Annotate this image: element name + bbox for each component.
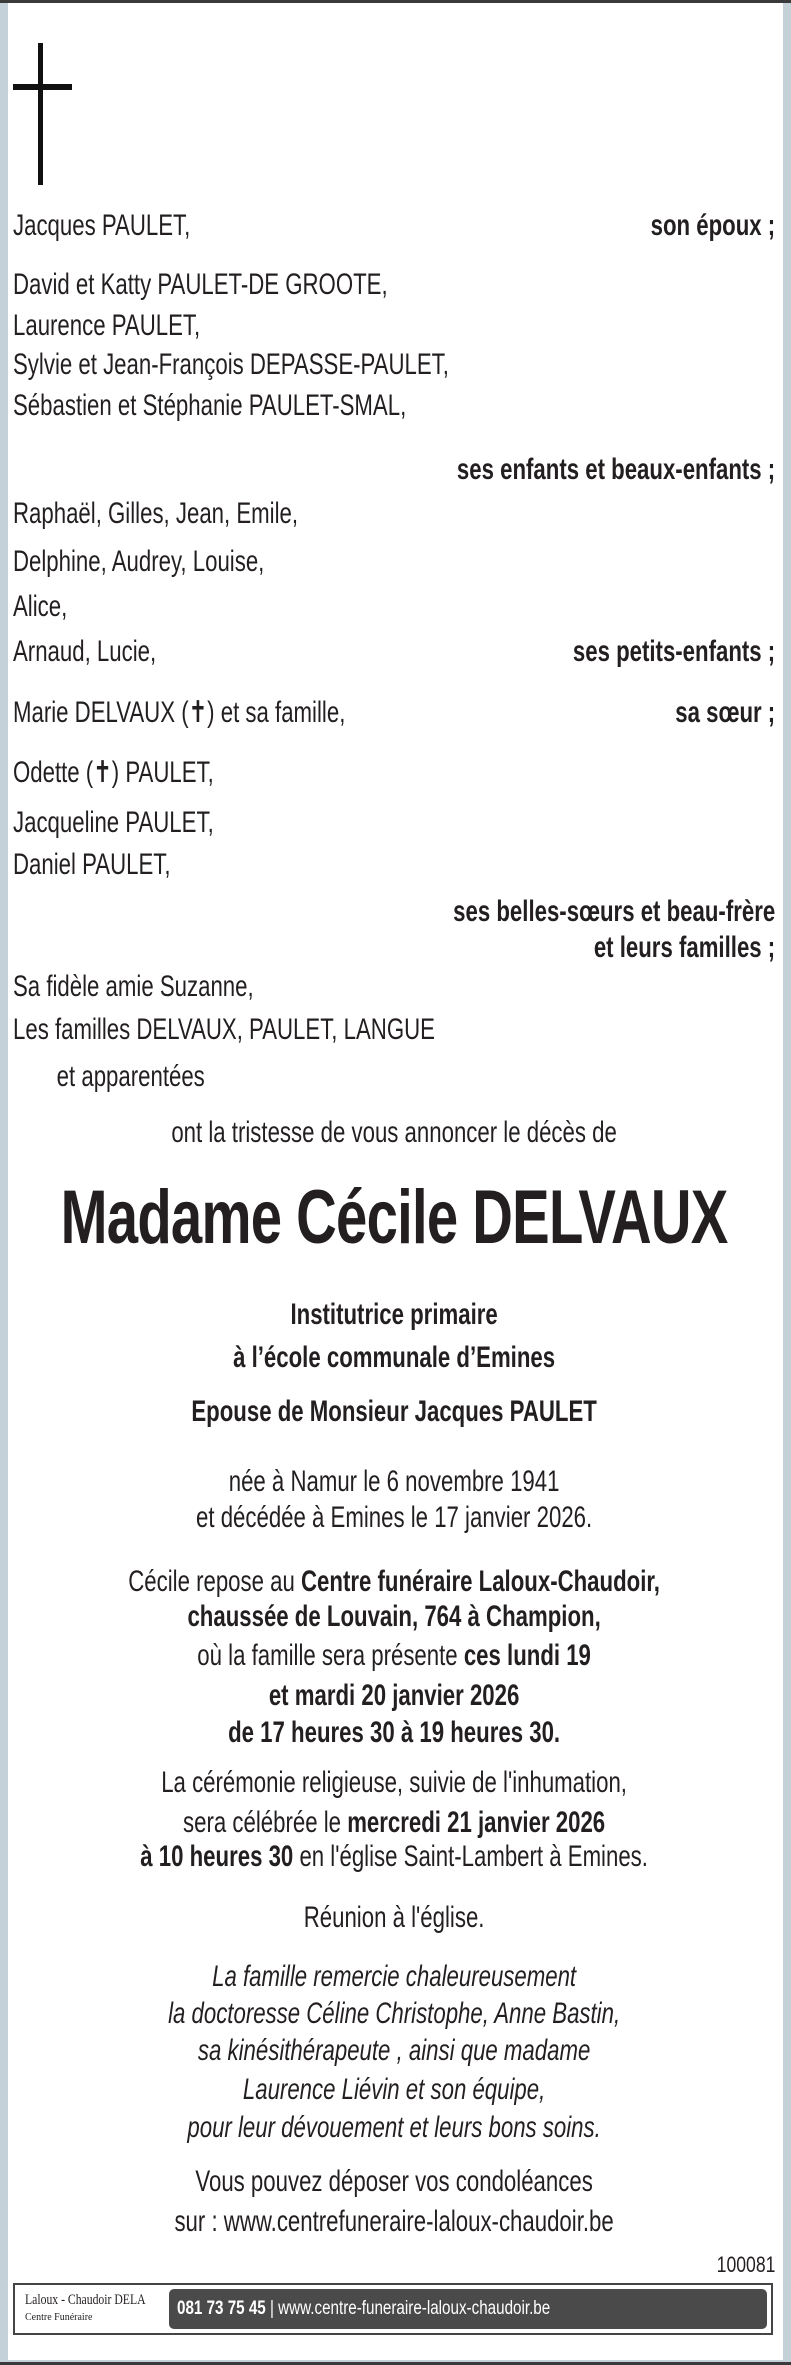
visitation-line <box>13 1636 775 1676</box>
visitation-date: ces lundi 19 <box>463 1639 591 1672</box>
family-name: Arnaud, Lucie, <box>13 635 157 668</box>
family-relation: sa sœur ; <box>675 696 776 729</box>
birth-date: née à Namur le 6 novembre 1941 <box>228 1465 560 1498</box>
family-name: Sébastien et Stéphanie PAULET-SMAL, <box>13 389 407 422</box>
visitation-line <box>13 1562 775 1602</box>
meeting: Réunion à l'église. <box>303 1901 485 1934</box>
family-name: Sa fidèle amie Suzanne, <box>13 970 254 1003</box>
announcement: ont la tristesse de vous annoncer le décès de <box>171 1116 617 1149</box>
footer-banner <box>13 2283 773 2335</box>
family-relation: ses belles-sœurs et beau-frère <box>453 895 776 928</box>
family-relation: son époux ; <box>650 209 776 242</box>
family-relation: ses enfants et beaux-enfants ; <box>456 453 776 486</box>
family-name: Alice, <box>13 590 68 623</box>
visitation-address: chaussée de Louvain, 764 à Champion, <box>187 1600 601 1633</box>
text: sera célébrée le <box>183 1806 348 1839</box>
ceremony-line <box>13 1837 775 1877</box>
thanks-line: Laurence Liévin et son équipe, <box>242 2073 546 2106</box>
reference-number: 100081 <box>716 2252 775 2277</box>
brand-subtitle: Centre Funéraire <box>25 2312 93 2323</box>
contact-bar <box>169 2289 767 2329</box>
profession: Institutrice primaire <box>290 1298 498 1331</box>
condolences: Vous pouvez déposer vos condoléances <box>195 2165 593 2198</box>
family-name: Odette (✝) PAULET, <box>13 756 214 789</box>
family-name: Les familles DELVAUX, PAULET, LANGUE <box>13 1013 435 1046</box>
visitation-hours: de 17 heures 30 à 19 heures 30. <box>228 1716 561 1749</box>
ceremony-time: à 10 heures 30 <box>140 1840 294 1873</box>
profession: à l’école communale d’Emines <box>233 1341 556 1374</box>
family-name: Sylvie et Jean-François DEPASSE-PAULET, <box>13 348 449 381</box>
condolences-link[interactable]: sur : www.centrefuneraire-laloux-chaudoir.be <box>174 2205 614 2238</box>
visitation-date: et mardi 20 janvier 2026 <box>268 1679 520 1712</box>
family-name: Raphaël, Gilles, Jean, Emile, <box>13 497 299 530</box>
family-relation: ses petits-enfants ; <box>572 635 776 668</box>
separator: | <box>269 2298 274 2319</box>
death-date: et décédée à Emines le 17 janvier 2026. <box>196 1501 593 1534</box>
family-name: et apparentées <box>56 1060 205 1093</box>
thanks-line: pour leur dévouement et leurs bons soins. <box>187 2111 601 2144</box>
ceremony-line: La cérémonie religieuse, suivie de l'inhumation, <box>161 1766 627 1799</box>
ceremony-date: mercredi 21 janvier 2026 <box>347 1806 606 1839</box>
obituary-text <box>13 0 775 2365</box>
thanks-line: la doctoresse Céline Christophe, Anne Bastin, <box>168 1997 621 2030</box>
thanks-line: La famille remercie chaleureusement <box>212 1960 577 1993</box>
text: où la famille sera présente <box>197 1639 464 1672</box>
family-relation: et leurs familles ; <box>593 931 776 964</box>
family-name: Delphine, Audrey, Louise, <box>13 545 265 578</box>
family-name: Jacqueline PAULET, <box>13 806 214 839</box>
family-name: Jacques PAULET, <box>13 209 191 242</box>
website-link[interactable]: www.centre-funeraire-laloux-chaudoir.be <box>278 2298 551 2319</box>
funeral-home: Centre funéraire Laloux-Chaudoir, <box>300 1565 660 1598</box>
family-name: Marie DELVAUX (✝) et sa famille, <box>13 696 346 729</box>
family-name: Daniel PAULET, <box>13 848 171 881</box>
text: Cécile repose au <box>128 1565 301 1598</box>
family-name: David et Katty PAULET-DE GROOTE, <box>13 268 388 301</box>
brand-logo: Laloux - Chaudoir DELA <box>25 2292 146 2308</box>
text: en l'église Saint-Lambert à Emines. <box>293 1840 648 1873</box>
family-name: Laurence PAULET, <box>13 309 201 342</box>
phone-number[interactable]: 081 73 75 45 <box>177 2298 266 2319</box>
thanks-line: sa kinésithérapeute , ainsi que madame <box>197 2034 591 2067</box>
spouse: Epouse de Monsieur Jacques PAULET <box>191 1395 597 1428</box>
deceased-name: Madame Cécile DELVAUX <box>60 1175 728 1260</box>
